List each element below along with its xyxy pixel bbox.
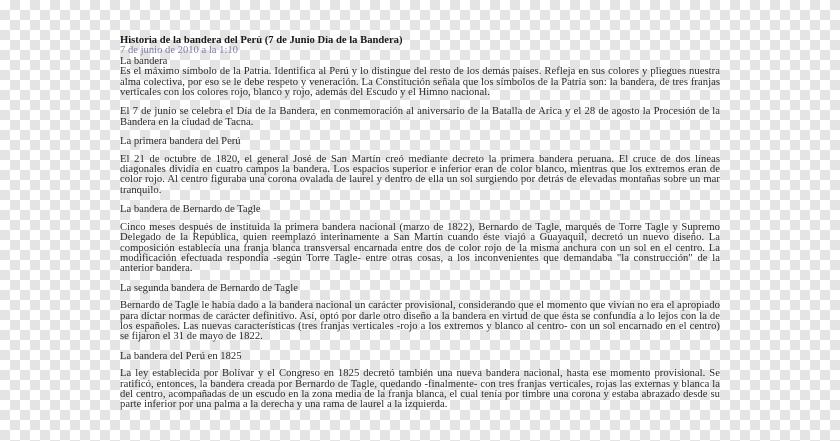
section-heading-first-flag: La primera bandera del Perú — [120, 136, 241, 148]
section-text-tagle-flag: Cinco meses después de instituida la primera bandera nacional (marzo de 1822), Bernardo de Tagle, marqués de Torre Tagle y Supremo Delegado de la República, quien reemplazó interinamente a San Martín cuando éste viajó a Guayaquil, decretó un nuevo diseño. La composición establecía una franja blanca transversal encarnada entre dos de color rojo de la misma anchura con un sol en el centro. La modificación efectuada respondía -según Torre Tagle- entre otras cosas, a los inconvenientes que demandaba "la construcción" de la anterior bandera. — [120, 221, 720, 275]
intro-paragraph-1: Es el máximo símbolo de la Patria. Identifica al Perú y lo distingue del resto de los demás países. Refleja en sus colores y pliegues nuestra alma colectiva, por eso se le debe respeto y veneración. La Constitución señala que los símbolos de la Patria son: la bandera, de tres franjas verticales con los colores rojo, blanco y rojo, además del Escudo y el Himno nacional. — [120, 66, 720, 99]
section-heading-tagle-flag: La bandera de Bernardo de Tagle — [120, 204, 261, 216]
section-text-1825-flag: La ley establecida por Bolívar y el Congreso en 1825 decretó también una nueva bandera nacional, hasta ese momento provisional. Se ratificó, entonces, la bandera creada por Bernardo de Tagle, quedando -finalmente- con tres franjas verticales, rojas las externas y blanca la del centro, acompañadas de un escudo en la zona media de la franja blanca, el cual tenía por timbre una corona y estaba abrazado desde su parte inferior por una palma a la derecha y una rama de laurel a la izquierda. — [120, 368, 720, 411]
document-page — [120, 36, 720, 436]
document-date-link[interactable]: 7 de junio de 2010 a la 1:10 — [120, 45, 238, 57]
section-label: La bandera — [120, 55, 168, 67]
section-heading-1825-flag: La bandera del Perú en 1825 — [120, 350, 242, 362]
section-text-first-flag: El 21 de octubre de 1820, el general José de San Martín creó mediante decreto la primera bandera peruana. El cruce de dos líneas diagonales dividía en cuatro campos la bandera. Los espacios superior e inferior eran de color blanco, mientras que los extremos eran de color rojo. Al centro figuraba una corona ovalada de laurel y dentro de ella un sol surgiendo por detrás de elevadas montañas sobre un mar tranquilo. — [120, 153, 720, 196]
section-heading-second-tagle-flag: La segunda bandera de Bernardo de Tagle — [120, 282, 298, 294]
document-title: Historia de la bandera del Perú (7 de Junio Día de la Bandera) — [120, 36, 403, 46]
intro-paragraph-2: El 7 de junio se celebra el Día de la Bandera, en conmemoración al aniversario de la Batalla de Arica y el 28 de agosto la Procesión de la Bandera en la ciudad de Tacna. — [120, 106, 720, 128]
section-text-second-tagle-flag: Bernardo de Tagle le había dado a la bandera nacional un carácter provisional, considerando que el momento que vivían no era el apropiado para dictar normas de carácter definitivo. Así, optó por darle otro diseño a la bandera en virtud de que ésta se confundía a lo lejos con la de los españoles. Las nuevas características (tres franjas verticales -rojo a los extremos y blanco al centro- con un sol encarnado en el centro) se fijaron el 31 de mayo de 1822. — [120, 300, 720, 343]
